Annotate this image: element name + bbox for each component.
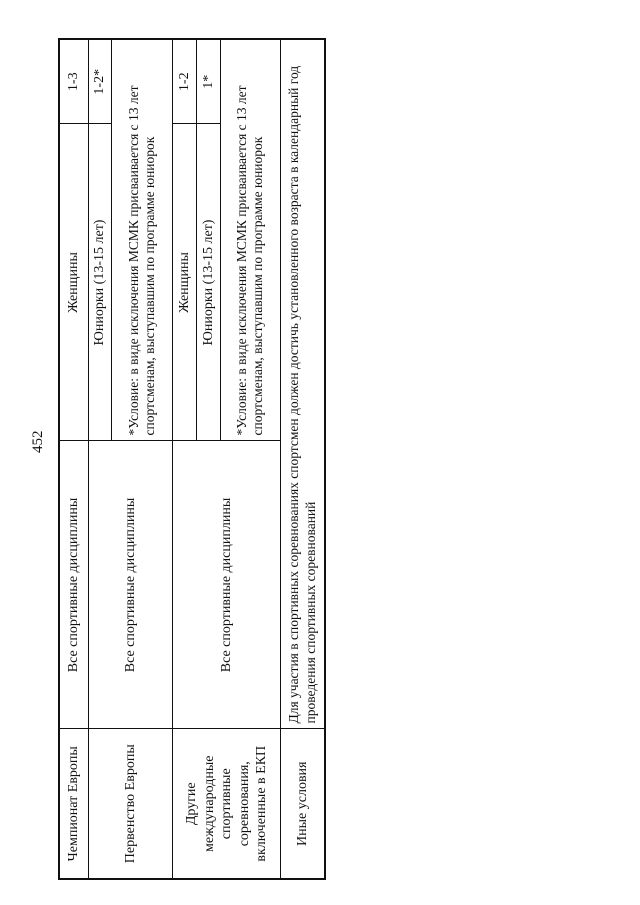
note-cell: *Условие: в виде исключения МСМК присваивается с 13 лет спортсменам, выступавшим по программе юниорок	[112, 39, 173, 441]
discipline-cell: Все спортивные дисциплины	[173, 441, 281, 729]
qualification-table-frame	[58, 40, 326, 880]
note-cell: *Условие: в виде исключения МСМК присваивается с 13 лет спортсменам, выступавшим по программе юниорок	[220, 39, 281, 441]
competition-cell: Чемпионат Европы	[59, 729, 88, 879]
conditions-label-cell: Иные условия	[281, 729, 325, 879]
page-number: 452	[30, 430, 46, 453]
places-cell: 1-3	[59, 39, 88, 124]
group-cell: Женщины	[173, 124, 197, 441]
group-cell: Юниорки (13-15 лет)	[88, 124, 112, 441]
table-row-europe-championship	[59, 39, 88, 879]
places-cell: 1*	[196, 39, 220, 124]
table-row-other-international-women	[173, 39, 197, 879]
places-cell: 1-2	[173, 39, 197, 124]
group-cell: Женщины	[59, 124, 88, 441]
qualification-table	[58, 38, 326, 880]
table-row-europe-first	[88, 39, 112, 879]
discipline-cell: Все спортивные дисциплины	[59, 441, 88, 729]
competition-cell: Первенство Европы	[88, 729, 172, 879]
group-cell: Юниорки (13-15 лет)	[196, 124, 220, 441]
places-cell: 1-2*	[88, 39, 112, 124]
discipline-cell: Все спортивные дисциплины	[88, 441, 172, 729]
conditions-text-cell: Для участия в спортивных соревнованиях спортсмен должен достичь установленного возраста в календарный год проведения спортивных соревнований	[281, 39, 325, 729]
table-row-other-conditions	[281, 39, 325, 879]
competition-cell: Другие международные спортивные соревнования, включенные в ЕКП	[173, 729, 281, 879]
